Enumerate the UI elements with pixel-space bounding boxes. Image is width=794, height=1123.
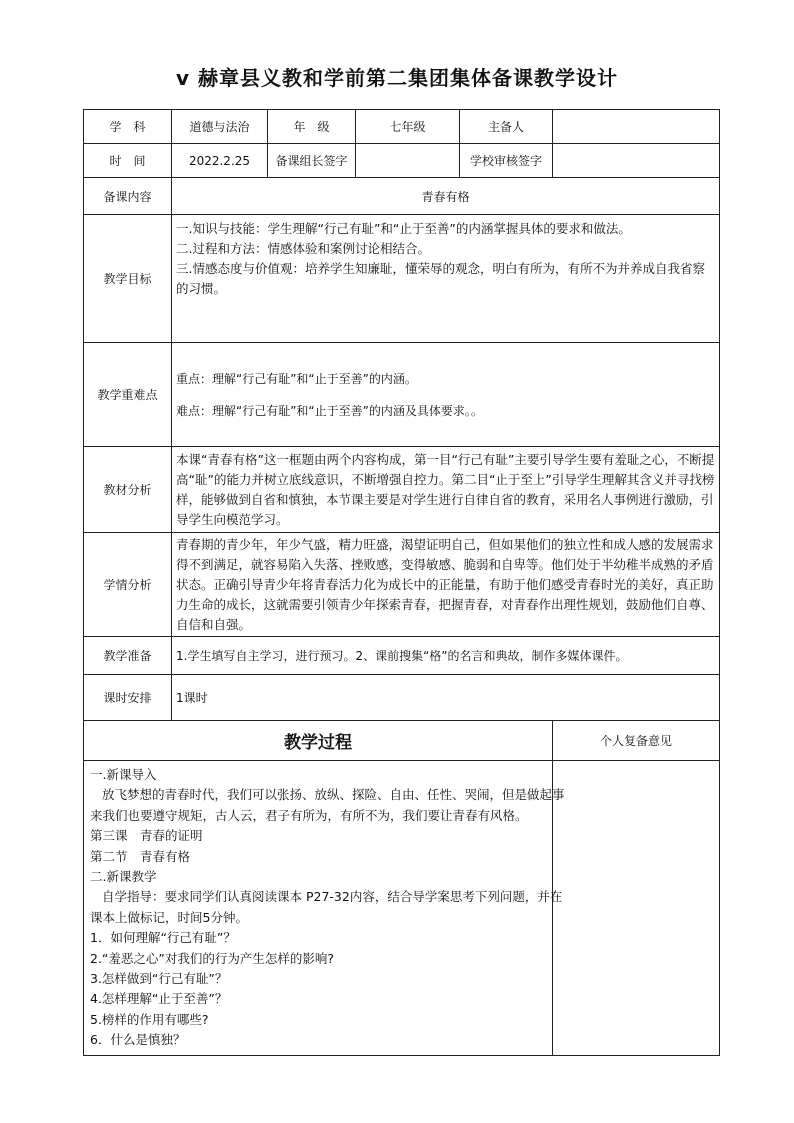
process-line: 二.新课教学 [90, 869, 157, 885]
process-line: 第三课 青春的证明 [90, 828, 203, 844]
process-line: 自学指导：要求同学们认真阅读课本 P27-32内容，结合导学案思考下列问题，并在 [102, 889, 563, 905]
document-title: v 赫章县义教和学前第二集团集体备课教学设计 [176, 66, 618, 90]
objective-line: 二.过程和方法：情感体验和案例讨论相结合。 [176, 241, 430, 256]
process-line: 2.“羞恶之心”对我们的行为产生怎样的影响? [90, 950, 335, 966]
material-label: 教材分析 [84, 447, 172, 533]
students-text: 青春期的青少年，年少气盛，精力旺盛，渴望证明自己，但如果他们的独立性和成人感的发展需求得不到满足，就容易陷入失落、挫败感，变得敏感、脆弱和自卑等。他们处于半幼稚半成熟的矛盾状态。正确引导青少年将青春活力化为成长中的正能量，有助于他们感受青春时光的美好，真正助力生命的成长，这就需要引领青少年探索青春，把握青春，对青春作出理性规划，鼓励他们自尊、自信和自强。 [176, 536, 714, 632]
subject-label: 学 科 [84, 110, 172, 144]
grade-label: 年 级 [268, 110, 356, 144]
leader-sign-value [356, 144, 460, 178]
header-row-2 [84, 144, 720, 178]
key-point-focus: 重点：理解“行己有耻”和“止于至善”的内涵。 [176, 371, 417, 386]
key-points-row [84, 343, 720, 447]
content-value: 青春有格 [172, 178, 720, 215]
schedule-content: 1课时 [172, 675, 720, 721]
subject-value: 道德与法治 [172, 110, 268, 144]
content-row [84, 178, 720, 215]
objectives-content [172, 215, 720, 343]
grade-value: 七年级 [356, 110, 460, 144]
objectives-label: 教学目标 [84, 215, 172, 343]
process-line: 课本上做标记，时间5分钟。 [90, 909, 248, 925]
content-label: 备课内容 [84, 178, 172, 215]
process-line: 一.新课导入 [90, 767, 157, 782]
material-content [172, 447, 720, 533]
process-line: 6．什么是慎独？ [90, 1032, 186, 1048]
objectives-row [84, 215, 720, 343]
header-row-1 [84, 110, 720, 144]
time-value: 2022.2.25 [172, 144, 268, 178]
key-points-content [172, 343, 720, 447]
schedule-label: 课时安排 [84, 675, 172, 721]
time-label: 时 间 [84, 144, 172, 178]
schedule-row [84, 675, 720, 721]
school-sign-label: 学校审核签字 [460, 144, 553, 178]
school-sign-value [553, 144, 720, 178]
preparation-row [84, 637, 720, 675]
process-line: 3.怎样做到“行己有耻”？ [90, 971, 228, 987]
process-body-row [84, 761, 720, 1056]
material-row [84, 447, 720, 533]
presenter-label: 主备人 [460, 110, 553, 144]
leader-sign-label: 备课组长签字 [268, 144, 356, 178]
objective-line: 一.知识与技能：学生理解“行己有耻”和“止于至善”的内涵掌握具体的要求和做法。 [176, 221, 631, 236]
side-notes-content [553, 761, 720, 1056]
lesson-plan-table [83, 109, 720, 1056]
preparation-label: 教学准备 [84, 637, 172, 675]
process-header-row [84, 721, 720, 761]
process-line: 5.榜样的作用有哪些? [90, 1011, 209, 1027]
process-line: 1．如何理解“行己有耻”？ [90, 930, 236, 946]
material-text: 本课“青春有格”这一框题由两个内容构成，第一目“行己有耻”主要引导学生要有羞耻之心，不断提高“耻”的能力并树立底线意识，不断增强自控力。第二目“止于至上”引导学生理解其含义并寻找榜样，能够做到自省和慎独，本节课主要是对学生进行自律自省的教育，采用名人事例进行激励，引导学生向模范学习。 [176, 451, 715, 527]
preparation-content: 1.学生填写自主学习，进行预习。2、课前搜集“格”的名言和典故，制作多媒体课件。 [172, 637, 720, 675]
process-content [84, 761, 565, 1056]
students-content [172, 533, 720, 637]
presenter-value [553, 110, 720, 144]
students-row [84, 533, 720, 637]
process-line: 放飞梦想的青春时代，我们可以张扬、放纵、探险、自由、任性、哭闹，但是做起事 [102, 787, 565, 803]
key-points-label: 教学重难点 [84, 343, 172, 447]
process-line: 第二节 青春有格 [90, 848, 191, 864]
process-heading: 教学过程 [84, 721, 553, 761]
objective-line: 三.情感态度与价值观：培养学生知廉耻，懂荣辱的观念，明白有所为，有所不为并养成自我省察的习惯。 [176, 261, 705, 296]
process-line: 来我们也要遵守规矩，古人云，君子有所为，有所不为，我们要让青春有风格。 [90, 807, 528, 823]
key-point-difficulty: 难点：理解“行己有耻”和“止于至善”的内涵及具体要求。。 [176, 403, 483, 418]
side-notes-heading: 个人复备意见 [553, 721, 720, 761]
students-label: 学情分析 [84, 533, 172, 637]
process-line: 4.怎样理解“止于至善”？ [90, 991, 228, 1007]
